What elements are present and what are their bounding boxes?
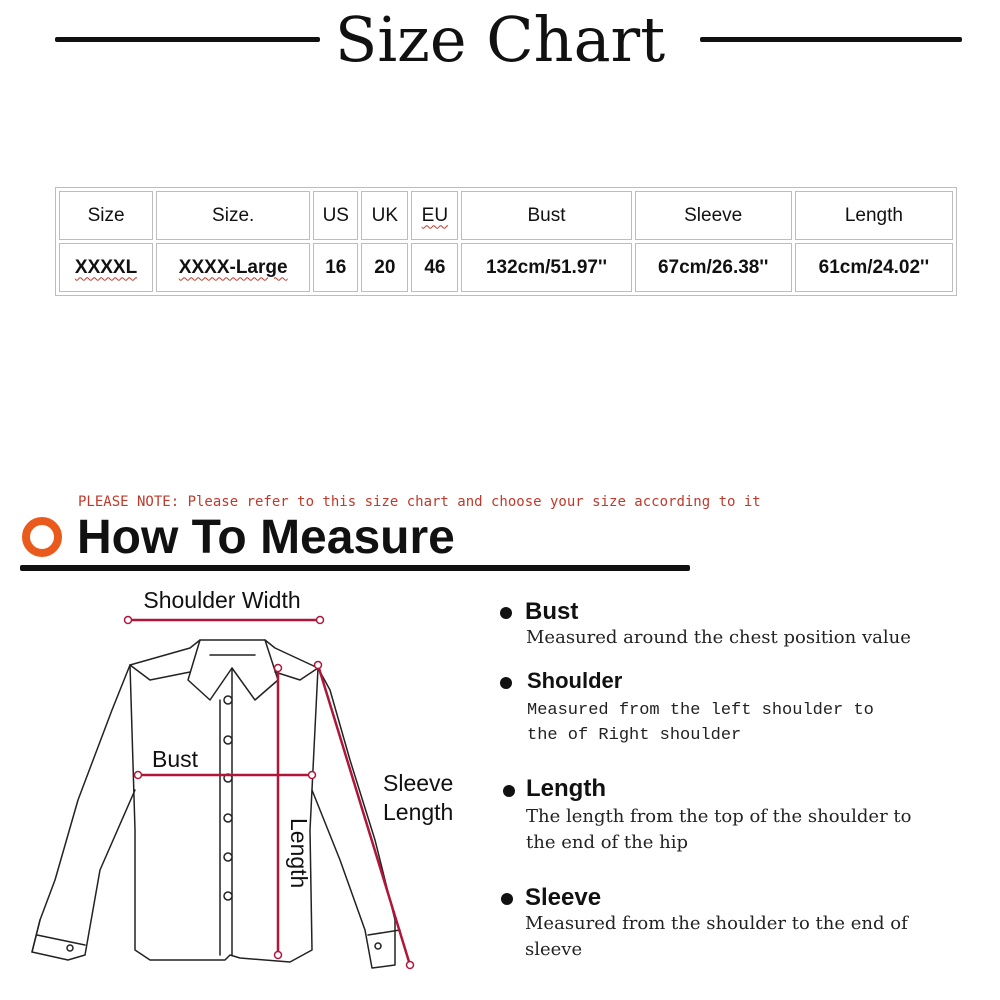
sleeve-label: Sleeve	[383, 770, 454, 796]
table-cell-text: XXXXL	[74, 256, 138, 278]
table-header-cell: Length	[795, 191, 953, 240]
table-header-text: EU	[421, 204, 449, 226]
definition-text: Measured from the left shoulder to the of Right shoulder	[527, 701, 874, 745]
left-sleeve	[32, 665, 135, 960]
size-note: PLEASE NOTE: Please refer to this size chart and choose your size according to it	[78, 494, 761, 510]
length-label: Length	[286, 818, 312, 889]
title-rule-right	[700, 37, 962, 42]
definition-term: Length	[526, 775, 606, 802]
shirt-diagram	[0, 580, 480, 1000]
table-cell: 132cm/51.97''	[461, 243, 631, 292]
table-header-row	[59, 191, 953, 240]
table-cell	[156, 243, 310, 292]
definition-term: Sleeve	[525, 884, 602, 911]
table-row	[59, 243, 953, 292]
circle-bullet-icon	[22, 517, 62, 557]
bullet-icon	[500, 607, 512, 619]
cuff-button	[375, 943, 381, 949]
bullet-icon	[501, 893, 513, 905]
table-header-cell	[411, 191, 458, 240]
cuff-button	[67, 945, 73, 951]
table-cell: 46	[411, 243, 458, 292]
table-header-cell: Size	[59, 191, 153, 240]
table-cell: 16	[313, 243, 358, 292]
heading-rule	[20, 565, 690, 571]
definition-text: The length from the top of the shoulder to the end of the hip	[526, 806, 912, 853]
sleeve-length-label: Length	[383, 799, 454, 825]
table-cell: 61cm/24.02''	[795, 243, 953, 292]
page-title: Size Chart	[334, 3, 666, 76]
bullet-icon	[503, 785, 515, 797]
bullet-icon	[500, 677, 512, 689]
table-header-cell: Bust	[461, 191, 631, 240]
definition-text: Measured around the chest position value	[526, 627, 911, 648]
table-cell: 20	[361, 243, 408, 292]
shirt-button	[224, 696, 232, 704]
shoulder-width-label: Shoulder Width	[143, 587, 301, 613]
table-header-cell: Sleeve	[635, 191, 792, 240]
how-to-measure-title: How To Measure	[77, 511, 455, 564]
table-cell	[59, 243, 153, 292]
collar	[188, 640, 278, 700]
table-header-cell: US	[313, 191, 358, 240]
shirt-outline	[130, 640, 318, 962]
table-cell-text: XXXX-Large	[178, 256, 288, 278]
size-table	[55, 187, 957, 296]
definition-term: Bust	[525, 598, 579, 625]
title-rule-left	[55, 37, 320, 42]
shirt-button	[224, 853, 232, 861]
shirt-button	[224, 736, 232, 744]
bust-label: Bust	[152, 746, 199, 772]
shirt-button	[224, 814, 232, 822]
definition-term: Shoulder	[527, 668, 623, 693]
definition-text: Measured from the shoulder to the end of sleeve	[525, 913, 908, 960]
table-cell: 67cm/26.38''	[635, 243, 792, 292]
table-header-cell: UK	[361, 191, 408, 240]
table-header-cell: Size.	[156, 191, 310, 240]
shirt-button	[224, 892, 232, 900]
